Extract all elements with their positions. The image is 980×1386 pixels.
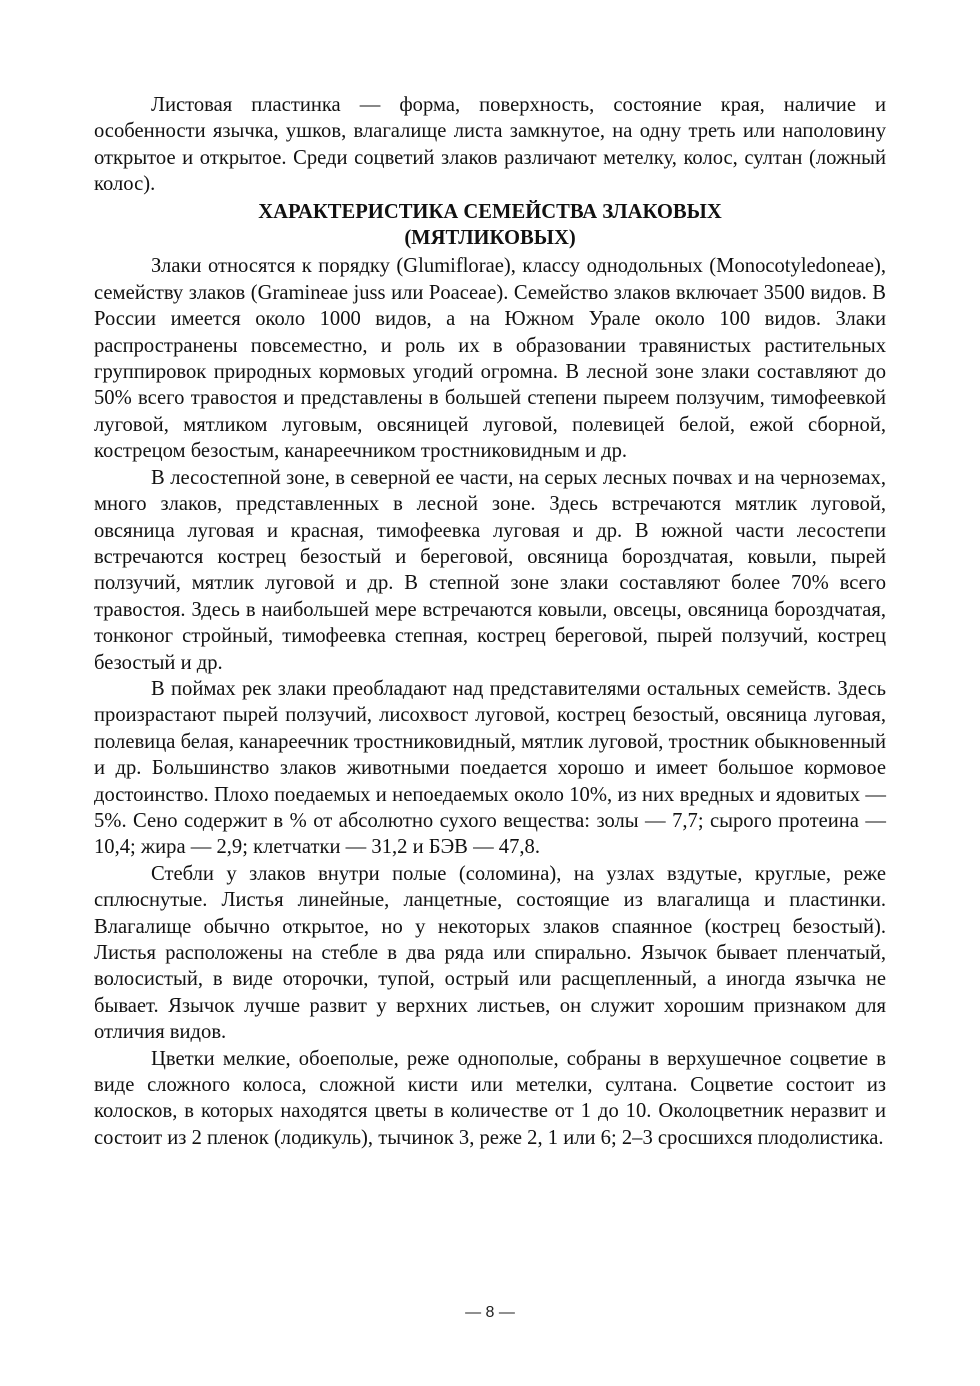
section-heading-line-2: (МЯТЛИКОВЫХ)	[404, 227, 576, 250]
paragraph-stems-leaves: Стебли у злаков внутри полые (соломина), на узлах вздутые, круглые, реже сплюснутые. Листья линейные, ланцетные, состоящие из влагалища и пластинки. Влагалище обычно открытое, но у некоторых злаков спаянное (кострец безостый). Листья расположены на стебле в два ряда или спирально. Язычок бывает пленчатый, волосистый, в виде оторочки, тупой, острый или расщепленный, а иногда язычка не бывает. Язычок лучше развит у верхних листьев, он служит хорошим признаком для отличия видов.	[94, 862, 886, 1044]
paragraph-flowers: Цветки мелкие, обоеполые, реже однополые, собраны в верхушечное соцветие в виде сложного колоса, сложной кисти или метелки, султана. Соцветие состоит из колосков, в которых находятся цветы в количестве от 1 до 10. Околоцветник неразвит и состоит из 2 пленок (лодикуль), тычинок 3, реже 2, 1 или 6; 2–3 сросшихся плодолистика.	[94, 1047, 886, 1149]
section-heading	[94, 199, 886, 252]
paragraph-forest-steppe: В лесостепной зоне, в северной ее части, на серых лесных почвах и на черноземах, много злаков, представленных в лесной зоне. Здесь встречаются мятлик луговой, овсяница луговая и красная, тимофеевка луговая и др. В южной части лесостепи встречаются кострец безостый и береговой, овсяница бороздчатая, ковыли, пырей ползучий, мятлик луговой и др. В степной зоне злаки составляют более 70% всего травостоя. Здесь в наибольшей мере встречаются ковыли, овсецы, овсяница бороздчатая, тонконог стройный, тимофеевка степная, кострец береговой, пырей ползучий, кострец безостый и др.	[94, 466, 886, 674]
paragraph-floodplains: В поймах рек злаки преобладают над представителями остальных семейств. Здесь произрастают пырей ползучий, лисохвост луговой, кострец безостый, овсяница луговая, полевица белая, канареечник тростниковидный, мятлик луговой, тростник обыкновенный и др. Большинство злаков животными поедается хорошо и имеет большое кормовое достоинство. Плохо поедаемых и непоедаемых около 10%, из них вредных и ядовитых — 5%. Сено содержит в % от абсолютно сухого вещества: золы — 7,7; сырого протеина — 10,4; жира — 2,9; клетчатки — 31,2 и БЭВ — 47,8.	[94, 677, 886, 859]
intro-paragraph: Листовая пластинка — форма, поверхность, состояние края, наличие и особенности язычка, ушков, влагалище листа замкнутое, на одну треть или наполовину открытое и открытое. Среди соцветий злаков различают метелку, колос, султан (ложный колос).	[94, 94, 886, 196]
paragraph-taxonomy: Злаки относятся к порядку (Glumiflorae), классу однодольных (Monocotyledoneae), семейству злаков (Gramineae juss или Poaceae). Семейство злаков включает 3500 видов. В России имеется около 1000 видов, а на Южном Урале около 100 видов. Злаки распространены повсеместно, и роль их в образовании травянистых растительных группировок природных кормовых угодий огромна. В лесной зоне злаки составляют до 50% всего травостоя и представлены в большей степени пыреем ползучим, тимофеевкой луговой, мятликом луговым, овсяницей луговой, полевицей белой, ежой сборной, кострецом безостым, канареечником тростниковидным и др.	[94, 255, 886, 463]
section-heading-line-1: ХАРАКТЕРИСТИКА СЕМЕЙСТВА ЗЛАКОВЫХ	[258, 200, 722, 223]
document-page	[94, 92, 886, 1151]
page-number: — 8 —	[465, 1304, 515, 1321]
